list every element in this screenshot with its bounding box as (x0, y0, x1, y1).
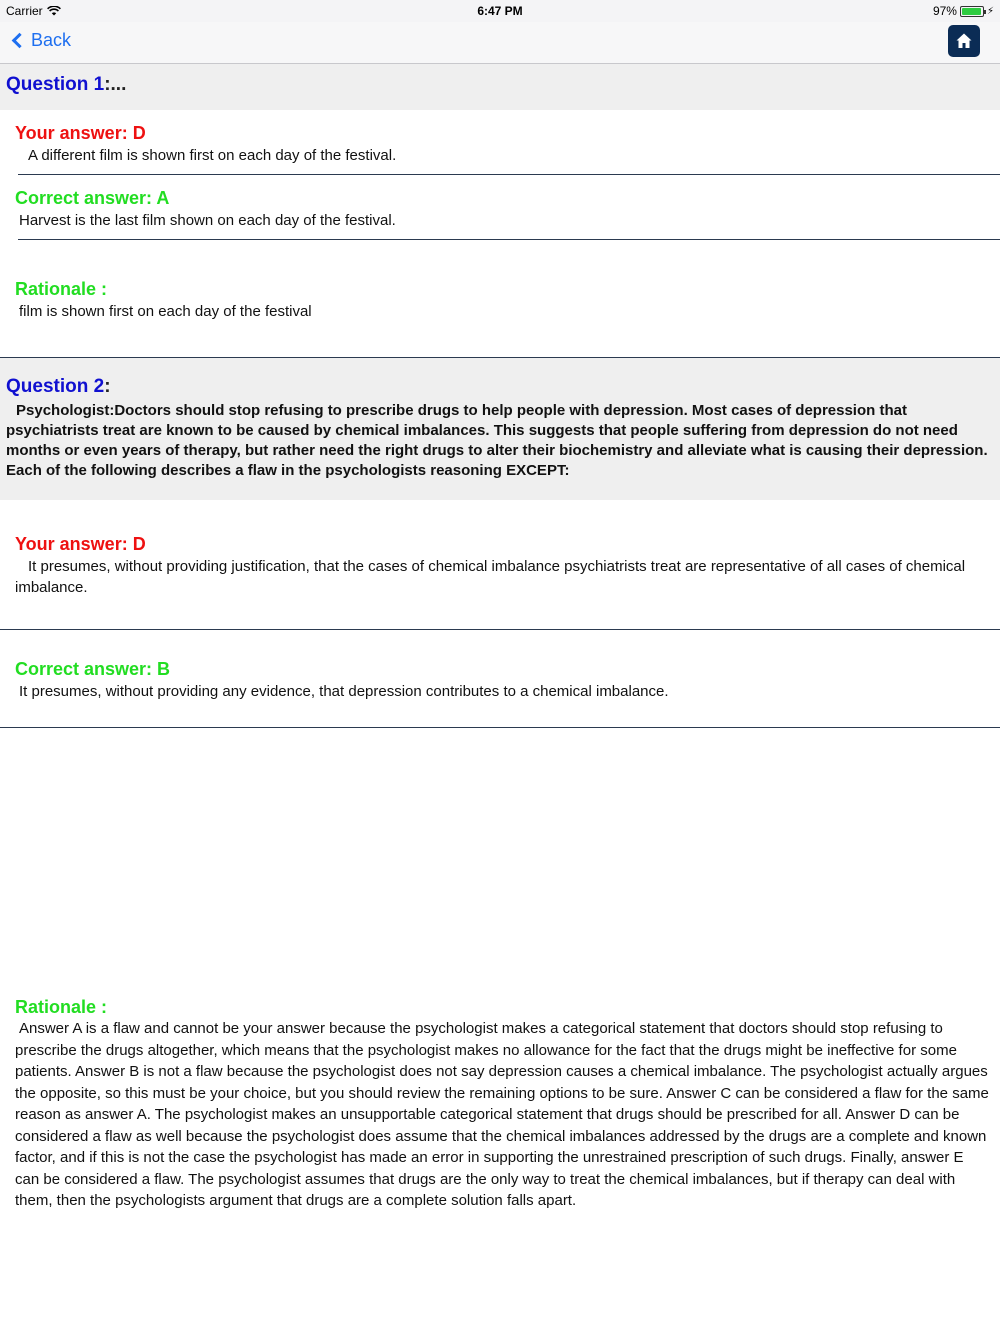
divider (0, 727, 1000, 728)
charging-icon: ⚡ (986, 5, 994, 17)
divider (18, 239, 1000, 240)
q1-rationale-label: Rationale : (15, 279, 108, 299)
status-right (933, 4, 994, 18)
q2-rationale-label: Rationale : (15, 997, 108, 1017)
battery-icon (960, 6, 984, 17)
status-time: 6:47 PM (477, 4, 523, 18)
q1-correct-answer-label: Correct answer: A (15, 188, 170, 208)
divider (18, 174, 1000, 175)
chevron-left-icon (12, 33, 28, 49)
navigation-bar (0, 22, 1000, 64)
question-2-text: Psychologist:Doctors should stop refusing to prescribe drugs to help people with depression. Most cases of depression that psychiatrists treat are known to be caused by chemical imbalances. This suggests that people suffering from depression do not need months or even years of therapy, but rather need the right drugs to alter their biochemistry and alleviate what is causing their depression. Each of the following describes a flaw in the psychologists reasoning EXCEPT: (6, 402, 988, 479)
question-2-header (0, 358, 1000, 500)
q1-correct-answer-text: Harvest is the last film shown on each day of the festival. (19, 212, 396, 229)
q2-your-answer-text: It presumes, without providing justification, that the cases of chemical imbalance psychiatrists treat are representative of all cases of chemical imbalance. (15, 558, 966, 596)
home-icon (955, 32, 973, 50)
back-label: Back (31, 30, 72, 50)
question-1-title-text: Question 1 (6, 74, 105, 95)
question-2-title (6, 376, 111, 398)
battery-percent: 97% (932, 4, 957, 18)
q2-correct-answer-label: Correct answer: B (15, 659, 171, 679)
q1-your-answer-text: A different film is shown first on each day of the festival. (28, 147, 397, 164)
q1-your-answer-label: Your answer: D (15, 123, 146, 143)
battery-tip (984, 10, 986, 14)
question-2-title-suffix: : (104, 376, 111, 397)
q2-your-answer-label: Your answer: D (15, 534, 146, 554)
home-button[interactable] (948, 25, 980, 57)
carrier-label: Carrier (6, 4, 43, 18)
back-button[interactable] (10, 30, 71, 51)
battery-fill (962, 8, 981, 15)
divider (0, 629, 1000, 630)
q1-rationale-text: film is shown first on each day of the festival (19, 303, 312, 320)
question-1-title-suffix: :... (104, 74, 127, 95)
question-1-title (6, 74, 126, 96)
q2-correct-answer-text: It presumes, without providing any evidence, that depression contributes to a chemical imbalance. (19, 683, 669, 700)
q2-rationale-text: Answer A is a flaw and cannot be your answer because the psychologist makes a categorical statement that doctors should stop refusing to prescribe the drugs altogether, which means that the psychologist makes no allowance for the fact that the drugs might be ineffective for some patients. Answer B is not a flaw because the psychologist does not say depression causes a chemical imbalance. The psychologist actually argues the opposite, so this must be your choice, but you should review the remaining options to be sure. Answer C can be considered a flaw for the same reason as answer A. The psychologist makes an unsupportable categorical statement that drugs should be prescribed for all. Answer D can be considered a flaw as well because the psychologist does assume that the chemical imbalances addressed by the drugs are a complete and known factor, and if this is not the case the psychologist has made an error in supporting the unrestrained prescription of such drugs. Finally, answer E can be considered a flaw. The psychologist assumes that drugs are the only way to treat the chemical imbalances, but if therapy can deal with them, then the psychologists argument that drugs are a complete solution falls apart. (15, 1020, 989, 1209)
question-1-header (0, 64, 1000, 110)
status-bar (0, 0, 1000, 22)
question-2-title-text: Question 2 (6, 376, 105, 397)
